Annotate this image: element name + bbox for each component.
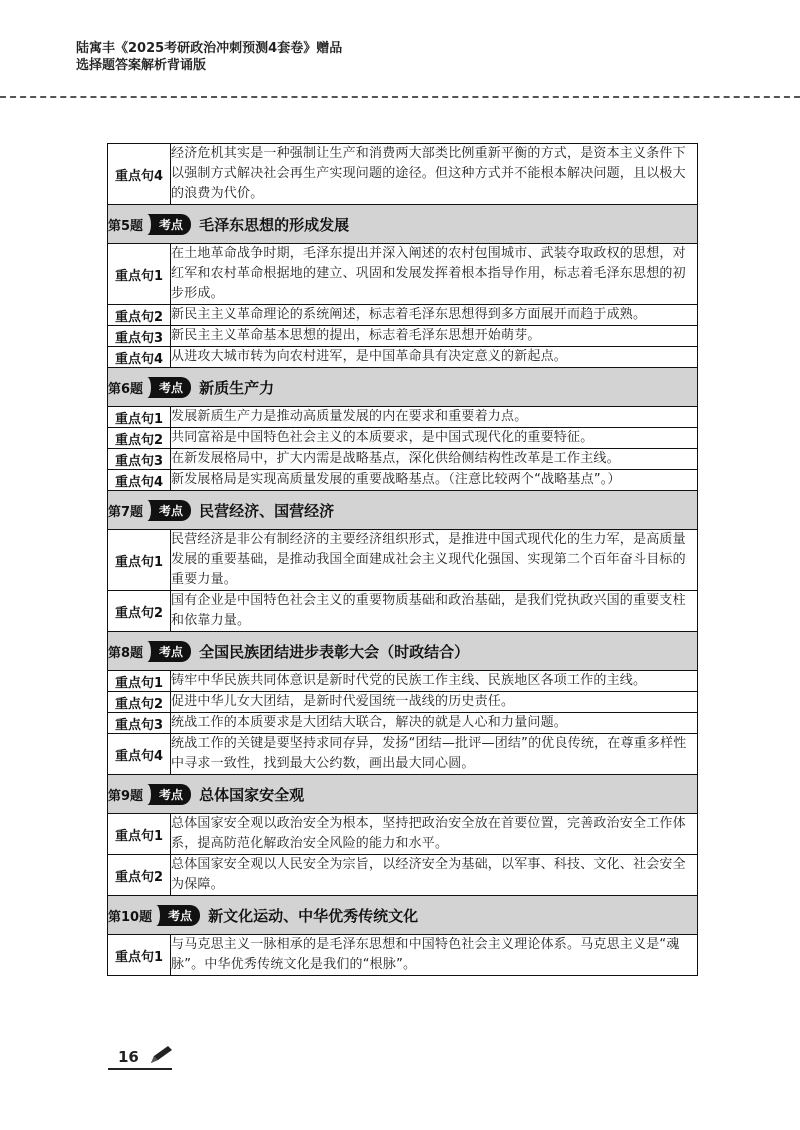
question-number: 第8题 <box>108 645 144 661</box>
topic-title: 总体国家安全观 <box>199 785 305 804</box>
question-number: 第5题 <box>108 218 144 234</box>
question-number: 第9题 <box>108 788 144 804</box>
section-header <box>108 775 698 814</box>
section-header-row <box>108 632 698 671</box>
key-sentence-text: 与马克思主义一脉相承的是毛泽东思想和中国特色社会主义理论体系。马克思主义是“魂脉”。中华优秀传统文化是我们的“根脉”。 <box>171 935 698 976</box>
key-sentence-text: 经济危机其实是一种强制让生产和消费两大部类比例重新平衡的方式，是资本主义条件下以强制方式解决社会再生产实现问题的途径。但这种方式并不能根本解决问题，且以极大的浪费为代价。 <box>171 144 698 205</box>
key-sentence-row <box>108 814 698 855</box>
key-sentence-text: 统战工作的关键是要坚持求同存异，发扬“团结—批评—团结”的优良传统，在尊重多样性中寻求一致性，找到最大公约数，画出最大同心圆。 <box>171 734 698 775</box>
key-sentence-row <box>108 244 698 305</box>
key-sentence-row <box>108 692 698 713</box>
section-header <box>108 896 698 935</box>
key-sentence-row <box>108 530 698 591</box>
question-number: 第6题 <box>108 381 144 397</box>
key-sentence-text: 共同富裕是中国特色社会主义的本质要求，是中国式现代化的重要特征。 <box>171 428 698 449</box>
key-sentence-row <box>108 855 698 896</box>
key-sentence-label: 重点句4 <box>108 347 171 368</box>
section-header-row <box>108 491 698 530</box>
key-sentence-label: 重点句1 <box>108 935 171 976</box>
key-sentence-row <box>108 591 698 632</box>
section-header-row <box>108 205 698 244</box>
key-sentence-row <box>108 407 698 428</box>
topic-title: 全国民族团结进步表彰大会（时政结合） <box>199 642 470 661</box>
key-sentence-label: 重点句3 <box>108 713 171 734</box>
topic-title: 民营经济、国营经济 <box>199 501 335 520</box>
key-sentence-row <box>108 470 698 491</box>
topic-badge: 考点 <box>147 500 191 521</box>
key-sentence-row <box>108 305 698 326</box>
topic-badge: 考点 <box>147 784 191 805</box>
key-sentence-text: 从进攻大城市转为向农村进军，是中国革命具有决定意义的新起点。 <box>171 347 698 368</box>
topic-badge: 考点 <box>147 641 191 662</box>
key-sentence-label: 重点句2 <box>108 305 171 326</box>
key-sentence-label: 重点句1 <box>108 407 171 428</box>
key-sentence-row <box>108 713 698 734</box>
key-sentence-text: 总体国家安全观以人民安全为宗旨，以经济安全为基础，以军事、科技、文化、社会安全为保障。 <box>171 855 698 896</box>
header-divider <box>0 96 800 98</box>
key-sentence-row <box>108 935 698 976</box>
key-sentence-label: 重点句3 <box>108 326 171 347</box>
key-sentence-text: 新发展格局是实现高质量发展的重要战略基点。（注意比较两个“战略基点”。） <box>171 470 698 491</box>
key-sentence-text: 在新发展格局中，扩大内需是战略基点，深化供给侧结构性改革是工作主线。 <box>171 449 698 470</box>
key-sentence-text: 统战工作的本质要求是大团结大联合，解决的就是人心和力量问题。 <box>171 713 698 734</box>
header-title: 陆寓丰《2025考研政治冲刺预测4套卷》赠品 <box>76 41 343 56</box>
key-sentence-text: 发展新质生产力是推动高质量发展的内在要求和重要着力点。 <box>171 407 698 428</box>
topic-badge: 考点 <box>147 377 191 398</box>
key-sentence-label: 重点句2 <box>108 591 171 632</box>
section-header <box>108 368 698 407</box>
key-sentence-row <box>108 734 698 775</box>
key-sentence-label: 重点句4 <box>108 144 171 205</box>
section-header <box>108 205 698 244</box>
page-header <box>76 40 342 74</box>
key-sentence-label: 重点句1 <box>108 814 171 855</box>
question-number: 第7题 <box>108 504 144 520</box>
question-number: 第10题 <box>108 909 153 925</box>
topic-title: 毛泽东思想的形成发展 <box>199 215 350 234</box>
key-sentence-text: 在土地革命战争时期，毛泽东提出并深入阐述的农村包围城市、武装夺取政权的思想，对红军和农村革命根据地的建立、巩固和发展发挥着根本指导作用，标志着毛泽东思想的初步形成。 <box>171 244 698 305</box>
key-sentence-label: 重点句1 <box>108 671 171 692</box>
key-sentence-text: 促进中华儿女大团结，是新时代爱国统一战线的历史责任。 <box>171 692 698 713</box>
key-sentence-text: 国有企业是中国特色社会主义的重要物质基础和政治基础，是我们党执政兴国的重要支柱和依靠力量。 <box>171 591 698 632</box>
topic-badge: 考点 <box>147 214 191 235</box>
topic-badge: 考点 <box>156 905 200 926</box>
key-sentence-row <box>108 671 698 692</box>
answer-table <box>107 143 698 976</box>
key-sentence-row <box>108 449 698 470</box>
key-sentence-text: 新民主主义革命理论的系统阐述，标志着毛泽东思想得到多方面展开而趋于成熟。 <box>171 305 698 326</box>
header-subtitle: 选择题答案解析背诵版 <box>76 58 207 73</box>
key-sentence-row <box>108 144 698 205</box>
section-header <box>108 632 698 671</box>
key-sentence-label: 重点句4 <box>108 470 171 491</box>
key-sentence-text: 铸牢中华民族共同体意识是新时代党的民族工作主线、民族地区各项工作的主线。 <box>171 671 698 692</box>
topic-title: 新质生产力 <box>199 378 275 397</box>
key-sentence-text: 民营经济是非公有制经济的主要经济组织形式，是推进中国式现代化的生力军，是高质量发展的重要基础，是推动我国全面建成社会主义现代化强国、实现第二个百年奋斗目标的重要力量。 <box>171 530 698 591</box>
key-sentence-label: 重点句2 <box>108 428 171 449</box>
key-sentence-text: 新民主主义革命基本思想的提出，标志着毛泽东思想开始萌芽。 <box>171 326 698 347</box>
topic-title: 新文化运动、中华优秀传统文化 <box>208 906 419 925</box>
key-sentence-label: 重点句2 <box>108 855 171 896</box>
pen-icon <box>148 1044 174 1066</box>
key-sentence-label: 重点句2 <box>108 692 171 713</box>
key-sentence-label: 重点句1 <box>108 244 171 305</box>
key-sentence-row <box>108 326 698 347</box>
page-number-underline <box>108 1068 172 1070</box>
section-header-row <box>108 368 698 407</box>
section-header-row <box>108 775 698 814</box>
key-sentence-label: 重点句3 <box>108 449 171 470</box>
section-header-row <box>108 896 698 935</box>
page-number: 16 <box>118 1048 139 1066</box>
section-header <box>108 491 698 530</box>
key-sentence-label: 重点句4 <box>108 734 171 775</box>
key-sentence-row <box>108 428 698 449</box>
key-sentence-row <box>108 347 698 368</box>
key-sentence-text: 总体国家安全观以政治安全为根本，坚持把政治安全放在首要位置，完善政治安全工作体系，提高防范化解政治安全风险的能力和水平。 <box>171 814 698 855</box>
key-sentence-label: 重点句1 <box>108 530 171 591</box>
